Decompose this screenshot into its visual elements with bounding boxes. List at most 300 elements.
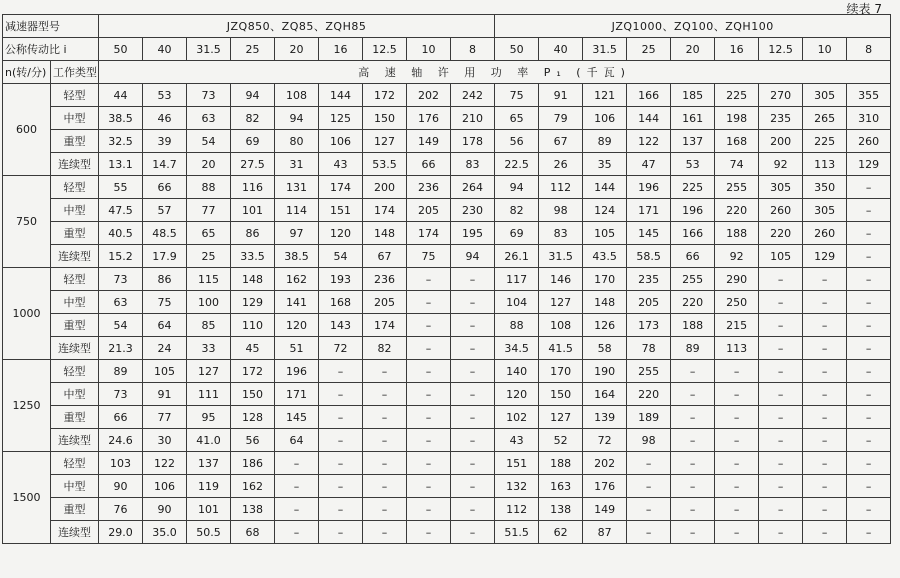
table-row: [3, 383, 891, 406]
power-value-cell: 171: [275, 383, 319, 406]
power-value-cell: 190: [583, 360, 627, 383]
power-value-cell: –: [671, 406, 715, 429]
power-value-cell: 94: [275, 107, 319, 130]
power-value-cell: –: [847, 268, 891, 291]
power-value-cell: –: [803, 498, 847, 521]
ratio-b-cell: 20: [671, 38, 715, 61]
power-value-cell: 33.5: [231, 245, 275, 268]
power-value-cell: 82: [231, 107, 275, 130]
power-value-cell: –: [803, 475, 847, 498]
power-value-cell: 106: [319, 130, 363, 153]
power-value-cell: 33: [187, 337, 231, 360]
power-value-cell: –: [715, 383, 759, 406]
power-value-cell: 54: [319, 245, 363, 268]
power-value-cell: 112: [495, 498, 539, 521]
power-value-cell: 57: [143, 199, 187, 222]
power-value-cell: 92: [715, 245, 759, 268]
power-value-cell: 129: [847, 153, 891, 176]
power-value-cell: 141: [275, 291, 319, 314]
power-value-cell: 56: [495, 130, 539, 153]
power-value-cell: 86: [143, 268, 187, 291]
power-value-cell: –: [759, 452, 803, 475]
power-value-cell: 150: [539, 383, 583, 406]
power-value-cell: –: [407, 337, 451, 360]
work-type-cell: 重型: [51, 222, 99, 245]
power-value-cell: 145: [275, 406, 319, 429]
power-value-cell: 43: [495, 429, 539, 452]
power-value-cell: 74: [715, 153, 759, 176]
ratio-b-cell: 8: [847, 38, 891, 61]
power-value-cell: –: [451, 291, 495, 314]
power-value-cell: 220: [627, 383, 671, 406]
power-value-cell: 260: [847, 130, 891, 153]
power-value-cell: 265: [803, 107, 847, 130]
power-value-cell: 27.5: [231, 153, 275, 176]
power-value-cell: 148: [583, 291, 627, 314]
power-value-cell: –: [451, 383, 495, 406]
work-type-cell: 中型: [51, 383, 99, 406]
power-value-cell: 14.7: [143, 153, 187, 176]
power-value-cell: –: [451, 452, 495, 475]
power-value-cell: 58.5: [627, 245, 671, 268]
power-value-cell: 26: [539, 153, 583, 176]
power-value-cell: 88: [495, 314, 539, 337]
power-value-cell: 151: [495, 452, 539, 475]
power-value-cell: 119: [187, 475, 231, 498]
type-label: 工作类型: [51, 61, 99, 84]
power-value-cell: 137: [671, 130, 715, 153]
power-value-cell: 38.5: [275, 245, 319, 268]
power-value-cell: –: [671, 429, 715, 452]
power-value-cell: 172: [231, 360, 275, 383]
power-value-cell: –: [847, 222, 891, 245]
power-value-cell: –: [451, 429, 495, 452]
power-value-cell: 89: [99, 360, 143, 383]
power-value-cell: 17.9: [143, 245, 187, 268]
ratio-b-cell: 40: [539, 38, 583, 61]
power-value-cell: 150: [231, 383, 275, 406]
power-value-cell: 149: [407, 130, 451, 153]
power-value-cell: 127: [539, 291, 583, 314]
power-value-cell: 138: [231, 498, 275, 521]
power-value-cell: –: [363, 452, 407, 475]
power-value-cell: 149: [583, 498, 627, 521]
power-value-cell: 100: [187, 291, 231, 314]
power-value-cell: 174: [363, 199, 407, 222]
speed-cell: 600: [3, 84, 51, 176]
power-value-cell: 188: [715, 222, 759, 245]
work-type-cell: 重型: [51, 314, 99, 337]
power-value-cell: 65: [187, 222, 231, 245]
power-value-cell: 80: [275, 130, 319, 153]
power-value-cell: 64: [143, 314, 187, 337]
table-row: [3, 268, 891, 291]
power-value-cell: 120: [319, 222, 363, 245]
power-value-cell: 255: [627, 360, 671, 383]
ratio-a-cell: 31.5: [187, 38, 231, 61]
work-type-cell: 重型: [51, 130, 99, 153]
power-value-cell: 188: [539, 452, 583, 475]
work-type-cell: 连续型: [51, 337, 99, 360]
power-value-cell: 198: [715, 107, 759, 130]
power-value-cell: 127: [539, 406, 583, 429]
power-value-cell: 350: [803, 176, 847, 199]
power-value-cell: 166: [627, 84, 671, 107]
power-value-cell: 105: [583, 222, 627, 245]
power-value-cell: 132: [495, 475, 539, 498]
power-value-cell: 54: [187, 130, 231, 153]
power-value-cell: –: [847, 452, 891, 475]
power-value-cell: –: [319, 452, 363, 475]
table-row: [3, 314, 891, 337]
power-value-cell: 131: [275, 176, 319, 199]
power-value-cell: 146: [539, 268, 583, 291]
table-row: [3, 452, 891, 475]
power-value-cell: 75: [407, 245, 451, 268]
power-value-cell: 102: [495, 406, 539, 429]
power-value-cell: 185: [671, 84, 715, 107]
power-value-cell: 90: [99, 475, 143, 498]
power-value-cell: 305: [759, 176, 803, 199]
power-value-cell: 43.5: [583, 245, 627, 268]
power-value-cell: 66: [99, 406, 143, 429]
power-value-cell: –: [671, 452, 715, 475]
power-value-cell: 115: [187, 268, 231, 291]
power-value-cell: 53: [143, 84, 187, 107]
power-value-cell: 178: [451, 130, 495, 153]
power-value-cell: 110: [231, 314, 275, 337]
work-type-cell: 轻型: [51, 176, 99, 199]
power-value-cell: –: [671, 475, 715, 498]
power-value-cell: –: [275, 475, 319, 498]
power-value-cell: 120: [495, 383, 539, 406]
power-value-cell: 164: [583, 383, 627, 406]
power-value-cell: 200: [759, 130, 803, 153]
power-value-cell: 53.5: [363, 153, 407, 176]
ratio-a-cell: 8: [451, 38, 495, 61]
power-value-cell: 176: [407, 107, 451, 130]
work-type-cell: 轻型: [51, 360, 99, 383]
power-value-cell: –: [803, 406, 847, 429]
power-value-cell: 75: [143, 291, 187, 314]
power-value-cell: 67: [539, 130, 583, 153]
power-value-cell: 250: [715, 291, 759, 314]
power-value-cell: –: [407, 291, 451, 314]
power-value-cell: 200: [363, 176, 407, 199]
power-value-cell: 77: [187, 199, 231, 222]
power-value-cell: 76: [99, 498, 143, 521]
power-value-cell: 44: [99, 84, 143, 107]
power-value-cell: –: [803, 360, 847, 383]
table-row: [3, 176, 891, 199]
power-value-cell: 161: [671, 107, 715, 130]
power-value-cell: 270: [759, 84, 803, 107]
power-value-cell: 174: [319, 176, 363, 199]
power-value-cell: –: [407, 475, 451, 498]
header-row-type: [3, 61, 891, 84]
table-row: [3, 222, 891, 245]
power-value-cell: 106: [143, 475, 187, 498]
group-b-label: JZQ1000、ZQ100、ZQH100: [495, 15, 891, 38]
power-value-cell: 25: [187, 245, 231, 268]
ratio-a-cell: 12.5: [363, 38, 407, 61]
power-value-cell: 47.5: [99, 199, 143, 222]
power-value-cell: –: [451, 337, 495, 360]
power-value-cell: 82: [495, 199, 539, 222]
power-value-cell: –: [715, 429, 759, 452]
ratio-a-cell: 16: [319, 38, 363, 61]
power-value-cell: –: [803, 452, 847, 475]
table-row: [3, 406, 891, 429]
power-value-cell: –: [407, 429, 451, 452]
power-value-cell: 170: [539, 360, 583, 383]
power-value-cell: 236: [363, 268, 407, 291]
power-value-cell: 67: [363, 245, 407, 268]
power-value-cell: 163: [539, 475, 583, 498]
power-value-cell: 127: [363, 130, 407, 153]
ratio-label: 公称传动比 i: [3, 38, 99, 61]
power-value-cell: 94: [451, 245, 495, 268]
power-value-cell: 63: [99, 291, 143, 314]
power-value-cell: 264: [451, 176, 495, 199]
power-value-cell: –: [363, 475, 407, 498]
power-value-cell: 72: [583, 429, 627, 452]
power-value-cell: 55: [99, 176, 143, 199]
power-value-cell: –: [759, 383, 803, 406]
power-value-cell: –: [759, 268, 803, 291]
power-value-cell: –: [847, 498, 891, 521]
power-value-cell: 20: [187, 153, 231, 176]
power-value-cell: –: [451, 521, 495, 544]
power-value-cell: –: [407, 498, 451, 521]
power-value-cell: –: [363, 383, 407, 406]
table-row: [3, 130, 891, 153]
power-value-cell: 31: [275, 153, 319, 176]
power-value-cell: 196: [671, 199, 715, 222]
ratio-a-cell: 10: [407, 38, 451, 61]
power-value-cell: 144: [319, 84, 363, 107]
power-value-cell: –: [363, 498, 407, 521]
power-value-cell: 89: [583, 130, 627, 153]
power-value-cell: 255: [671, 268, 715, 291]
power-value-cell: 89: [671, 337, 715, 360]
power-value-cell: 225: [715, 84, 759, 107]
power-value-cell: 171: [627, 199, 671, 222]
power-value-cell: 45: [231, 337, 275, 360]
table-row: [3, 245, 891, 268]
power-value-cell: –: [451, 498, 495, 521]
power-value-cell: 35.0: [143, 521, 187, 544]
power-value-cell: –: [671, 521, 715, 544]
power-value-cell: 30: [143, 429, 187, 452]
power-value-cell: –: [847, 291, 891, 314]
power-value-cell: 88: [187, 176, 231, 199]
power-value-cell: –: [715, 475, 759, 498]
header-row-ratio: [3, 38, 891, 61]
work-type-cell: 中型: [51, 199, 99, 222]
work-type-cell: 连续型: [51, 153, 99, 176]
power-value-cell: 230: [451, 199, 495, 222]
power-value-cell: –: [847, 383, 891, 406]
ratio-a-cell: 50: [99, 38, 143, 61]
power-value-cell: –: [363, 406, 407, 429]
power-value-cell: 78: [627, 337, 671, 360]
power-value-cell: –: [759, 498, 803, 521]
power-value-cell: 196: [627, 176, 671, 199]
power-value-cell: –: [803, 383, 847, 406]
power-value-cell: 168: [319, 291, 363, 314]
work-type-cell: 轻型: [51, 452, 99, 475]
power-value-cell: 26.1: [495, 245, 539, 268]
power-table: [2, 14, 891, 544]
table-body: [3, 84, 891, 544]
power-value-cell: 56: [231, 429, 275, 452]
speed-label: n(转/分): [3, 61, 51, 84]
power-value-cell: –: [847, 475, 891, 498]
power-value-cell: –: [803, 337, 847, 360]
model-label: 减速器型号: [3, 15, 99, 38]
power-value-cell: 94: [495, 176, 539, 199]
power-value-cell: 62: [539, 521, 583, 544]
power-value-cell: –: [319, 406, 363, 429]
power-value-cell: –: [759, 337, 803, 360]
power-value-cell: 46: [143, 107, 187, 130]
power-value-cell: –: [759, 360, 803, 383]
power-value-cell: 145: [627, 222, 671, 245]
power-value-cell: 305: [803, 84, 847, 107]
power-value-cell: 168: [715, 130, 759, 153]
power-value-cell: 137: [187, 452, 231, 475]
power-value-cell: 129: [803, 245, 847, 268]
table-row: [3, 84, 891, 107]
power-value-cell: 235: [627, 268, 671, 291]
work-type-cell: 轻型: [51, 84, 99, 107]
power-value-cell: 58: [583, 337, 627, 360]
work-type-cell: 连续型: [51, 245, 99, 268]
power-value-cell: 108: [539, 314, 583, 337]
power-value-cell: 225: [803, 130, 847, 153]
ratio-b-cell: 10: [803, 38, 847, 61]
ratio-b-cell: 12.5: [759, 38, 803, 61]
ratio-a-cell: 40: [143, 38, 187, 61]
power-value-cell: –: [363, 521, 407, 544]
power-value-cell: 113: [715, 337, 759, 360]
power-value-cell: 113: [803, 153, 847, 176]
power-value-cell: 101: [231, 199, 275, 222]
power-value-cell: 108: [275, 84, 319, 107]
power-value-cell: –: [319, 360, 363, 383]
power-value-cell: 126: [583, 314, 627, 337]
power-value-cell: –: [803, 429, 847, 452]
power-value-cell: 148: [231, 268, 275, 291]
power-value-cell: –: [407, 360, 451, 383]
power-value-cell: 162: [275, 268, 319, 291]
power-value-cell: 52: [539, 429, 583, 452]
table-row: [3, 475, 891, 498]
power-value-cell: –: [627, 452, 671, 475]
power-value-cell: 83: [451, 153, 495, 176]
power-value-cell: –: [671, 360, 715, 383]
power-value-cell: 15.2: [99, 245, 143, 268]
power-value-cell: 170: [583, 268, 627, 291]
power-value-cell: –: [715, 406, 759, 429]
power-value-cell: 94: [231, 84, 275, 107]
power-value-cell: 77: [143, 406, 187, 429]
ratio-a-cell: 25: [231, 38, 275, 61]
power-value-cell: –: [407, 314, 451, 337]
power-value-cell: –: [759, 314, 803, 337]
power-value-cell: 220: [671, 291, 715, 314]
power-value-cell: 140: [495, 360, 539, 383]
power-value-cell: 66: [407, 153, 451, 176]
power-value-cell: 205: [627, 291, 671, 314]
power-value-cell: 104: [495, 291, 539, 314]
power-value-cell: –: [847, 337, 891, 360]
power-value-cell: 82: [363, 337, 407, 360]
power-value-cell: –: [847, 245, 891, 268]
power-value-cell: 51.5: [495, 521, 539, 544]
power-value-cell: –: [451, 314, 495, 337]
power-value-cell: 73: [187, 84, 231, 107]
group-a-label: JZQ850、ZQ85、ZQH85: [99, 15, 495, 38]
power-value-cell: 210: [451, 107, 495, 130]
work-type-cell: 重型: [51, 498, 99, 521]
power-value-cell: –: [803, 314, 847, 337]
power-value-cell: –: [759, 406, 803, 429]
power-value-cell: –: [847, 360, 891, 383]
power-value-cell: 83: [539, 222, 583, 245]
power-value-cell: 310: [847, 107, 891, 130]
ratio-b-cell: 16: [715, 38, 759, 61]
power-value-cell: 91: [143, 383, 187, 406]
power-value-cell: 174: [407, 222, 451, 245]
power-value-cell: 114: [275, 199, 319, 222]
power-value-cell: –: [451, 406, 495, 429]
power-value-cell: 69: [495, 222, 539, 245]
power-value-cell: 122: [143, 452, 187, 475]
power-value-cell: 116: [231, 176, 275, 199]
power-value-cell: 122: [627, 130, 671, 153]
work-type-cell: 连续型: [51, 521, 99, 544]
power-value-cell: 86: [231, 222, 275, 245]
power-value-cell: 32.5: [99, 130, 143, 153]
power-value-cell: 196: [275, 360, 319, 383]
power-value-cell: 54: [99, 314, 143, 337]
power-value-cell: 64: [275, 429, 319, 452]
power-value-cell: –: [451, 360, 495, 383]
power-value-cell: 53: [671, 153, 715, 176]
power-value-cell: 148: [363, 222, 407, 245]
power-value-cell: –: [715, 452, 759, 475]
power-value-cell: –: [847, 521, 891, 544]
power-value-cell: 202: [407, 84, 451, 107]
power-value-cell: –: [759, 429, 803, 452]
power-value-cell: 79: [539, 107, 583, 130]
table-row: [3, 360, 891, 383]
power-value-cell: –: [759, 521, 803, 544]
power-value-cell: –: [319, 498, 363, 521]
power-value-cell: 220: [715, 199, 759, 222]
power-value-cell: 91: [539, 84, 583, 107]
power-value-cell: 22.5: [495, 153, 539, 176]
power-value-cell: –: [407, 406, 451, 429]
power-value-cell: 31.5: [539, 245, 583, 268]
power-value-cell: 189: [627, 406, 671, 429]
power-value-cell: 120: [275, 314, 319, 337]
power-value-cell: –: [715, 498, 759, 521]
power-value-cell: –: [319, 521, 363, 544]
power-value-cell: 242: [451, 84, 495, 107]
